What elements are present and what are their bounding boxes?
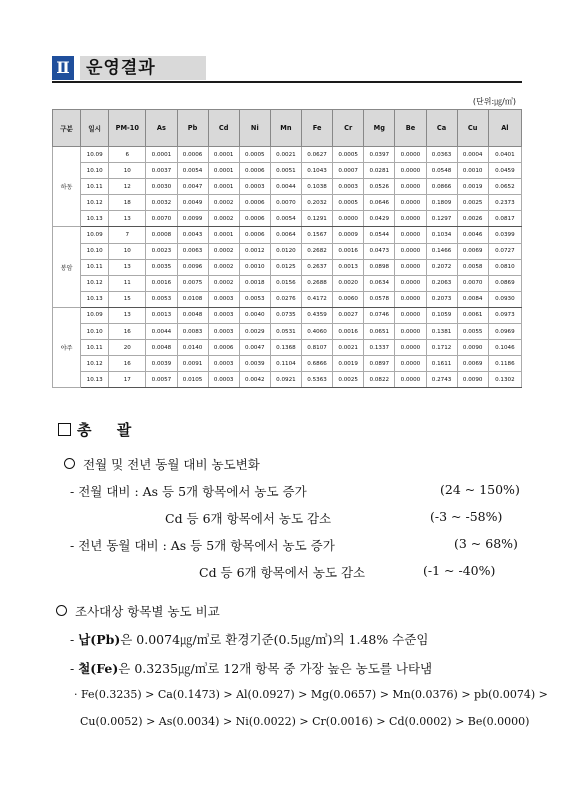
summary-range-2: (-3 ~ -58%) [430,509,503,524]
table-cell: 0.2743 [426,372,457,388]
table-cell: 0.0048 [146,340,177,356]
table-cell: 0.0053 [239,291,270,307]
summary-rank-line-1: · Fe(0.3235) > Ca(0.1473) > Al(0.0927) > Mg(0.0657) > Mn(0.0376) > pb(0.0074) > [74,688,548,701]
table-cell: 0.0044 [270,179,301,195]
circle-bullet-icon [56,605,67,616]
table-cell: 0.0746 [364,307,395,323]
table-cell: 0.0043 [177,227,208,243]
table-cell: 0.2637 [302,259,333,275]
table-cell: 0.0005 [333,195,364,211]
table-cell: 0.0046 [457,227,488,243]
section-title: 운영결과 [80,56,206,80]
column-header: Ca [426,110,457,147]
table-cell: 13 [109,259,146,275]
table-cell: 0.0020 [333,275,364,291]
table-cell: 0.0973 [488,307,521,323]
table-cell: 0.1297 [426,211,457,227]
table-cell: 0.0026 [457,211,488,227]
table-cell: 0.0070 [146,211,177,227]
table-cell: 0.0057 [146,372,177,388]
table-row [53,291,522,307]
table-cell: 0.8107 [302,340,333,356]
table-cell: 0.0000 [395,163,426,179]
table-cell: 10 [109,163,146,179]
table-cell: 0.0646 [364,195,395,211]
summary-fe-line: - 철(Fe)은 0.3235㎍/㎥로 12개 항목 중 가장 높은 농도를 나타냄 [70,661,433,676]
summary-pb-line: - 납(Pb)은 0.0074㎍/㎥로 환경기준(0.5㎍/㎥)의 1.48% 수준임 [70,632,429,647]
table-cell: 0.0869 [488,275,521,291]
table-cell: 0.0544 [364,227,395,243]
table-cell: 0.5363 [302,372,333,388]
table-cell: 0.0000 [395,227,426,243]
table-cell: 0.0003 [208,356,239,372]
table-cell: 0.0006 [239,211,270,227]
table-cell: 0.0001 [208,227,239,243]
column-header: 구분 [53,110,81,147]
table-cell: 0.0921 [270,372,301,388]
table-cell: 0.6866 [302,356,333,372]
table-cell: 0.0013 [146,307,177,323]
table-cell: 0.1038 [302,179,333,195]
table-cell: 0.0140 [177,340,208,356]
table-cell: 10.13 [81,211,109,227]
table-cell: 0.0429 [364,211,395,227]
table-cell: 0.0054 [177,163,208,179]
table-cell: 0.0000 [395,211,426,227]
table-cell: 0.0531 [270,324,301,340]
table-cell: 0.0000 [395,259,426,275]
table-cell: 0.0000 [395,179,426,195]
unit-label: (단위:㎍/㎥) [472,97,516,106]
table-cell: 15 [109,291,146,307]
table-cell: 0.0000 [395,340,426,356]
table-cell: 0.0627 [302,147,333,163]
table-cell: 10.13 [81,372,109,388]
table-cell: 0.0002 [208,243,239,259]
table-cell: 0.0070 [270,195,301,211]
table-cell: 0.0016 [333,324,364,340]
table-cell: 0.0018 [239,275,270,291]
table-cell: 0.2373 [488,195,521,211]
table-cell: 0.0651 [364,324,395,340]
table-cell: 0.0156 [270,275,301,291]
table-cell: 0.0084 [457,291,488,307]
summary-item-1-title: 전월 및 전년 동월 대비 농도변화 [64,455,260,473]
table-cell: 0.1104 [270,356,301,372]
table-cell: 0.0040 [239,307,270,323]
table-cell: 0.0070 [457,275,488,291]
table-row [53,259,522,275]
table-cell: 0.4060 [302,324,333,340]
results-table [52,109,522,388]
table-cell: 0.0049 [177,195,208,211]
table-cell: 0.0069 [457,356,488,372]
table-cell: 0.0003 [239,179,270,195]
table-cell: 0.0003 [208,307,239,323]
table-cell: 10 [109,243,146,259]
table-cell: 0.1337 [364,340,395,356]
table-cell: 0.0105 [177,372,208,388]
table-cell: 0.0039 [239,356,270,372]
table-cell: 0.0008 [146,227,177,243]
table-cell: 0.0000 [395,243,426,259]
table-cell: 17 [109,372,146,388]
table-cell: 11 [109,275,146,291]
table-cell: 0.0042 [239,372,270,388]
table-header-row [53,110,522,147]
table-cell: 0.0010 [239,259,270,275]
table-cell: 0.0898 [364,259,395,275]
table-cell: 0.0064 [270,227,301,243]
table-cell: 0.0001 [208,179,239,195]
table-cell: 0.0006 [177,147,208,163]
table-cell: 0.0003 [208,372,239,388]
table-cell: 0.0090 [457,340,488,356]
section-header [52,56,522,82]
table-cell: 0.0002 [208,211,239,227]
table-cell: 0.0021 [270,147,301,163]
table-row [53,340,522,356]
table-row [53,179,522,195]
table-cell: 0.0027 [333,307,364,323]
table-cell: 0.0652 [488,179,521,195]
table-cell: 0.0025 [457,195,488,211]
table-cell: 16 [109,356,146,372]
table-cell: 10.13 [81,291,109,307]
table-cell: 0.0000 [395,324,426,340]
table-cell: 0.0012 [239,243,270,259]
table-row [53,163,522,179]
table-cell: 0.0001 [208,147,239,163]
table-cell: 0.1381 [426,324,457,340]
summary-line-1: - 전월 대비 : As 등 5개 항목에서 농도 증가 [70,484,307,499]
summary-line-4: Cd 등 6개 항목에서 농도 감소 [199,565,366,580]
checkbox-square-icon [58,423,71,436]
table-cell: 0.0548 [426,163,457,179]
table-cell: 0.0006 [239,163,270,179]
section-number: Ⅱ [52,56,74,80]
table-cell: 0.0037 [146,163,177,179]
table-row [53,372,522,388]
table-cell: 10.09 [81,147,109,163]
summary-rank-line-2: Cu(0.0052) > As(0.0034) > Ni(0.0022) > Cr(0.0016) > Cd(0.0002) > Be(0.0000) [80,715,530,728]
column-header: Cr [333,110,364,147]
site-cell: 하동 [53,147,81,227]
table-cell: 0.4172 [302,291,333,307]
table-cell: 0.1809 [426,195,457,211]
site-cell: 야주 [53,307,81,387]
table-cell: 0.0032 [146,195,177,211]
summary-line-2: Cd 등 6개 항목에서 농도 감소 [165,511,332,526]
table-cell: 0.0006 [208,340,239,356]
table-cell: 10.10 [81,163,109,179]
table-cell: 0.0002 [208,275,239,291]
table-cell: 0.0047 [177,179,208,195]
table-cell: 0.1611 [426,356,457,372]
table-cell: 0.0003 [208,324,239,340]
table-cell: 0.0003 [208,291,239,307]
table-cell: 0.0047 [239,340,270,356]
table-cell: 0.1059 [426,307,457,323]
column-header: Be [395,110,426,147]
column-header: Cu [457,110,488,147]
table-cell: 0.0019 [333,356,364,372]
table-cell: 0.0000 [395,307,426,323]
table-cell: 0.2032 [302,195,333,211]
table-cell: 0.0810 [488,259,521,275]
table-cell: 0.0866 [426,179,457,195]
table-cell: 0.0030 [146,179,177,195]
table-cell: 10.10 [81,324,109,340]
table-cell: 0.0016 [333,243,364,259]
table-cell: 10.11 [81,259,109,275]
table-cell: 0.0006 [239,195,270,211]
table-cell: 0.1712 [426,340,457,356]
table-cell: 0.0090 [457,372,488,388]
table-row [53,243,522,259]
summary-item-2-title: 조사대상 항목별 농도 비교 [56,602,220,620]
table-cell: 0.0397 [364,147,395,163]
table-row [53,195,522,211]
table-cell: 0.0120 [270,243,301,259]
table-cell: 0.0019 [457,179,488,195]
table-cell: 0.0001 [146,147,177,163]
table-cell: 0.0000 [395,275,426,291]
table-cell: 0.0004 [457,147,488,163]
table-cell: 0.1302 [488,372,521,388]
table-cell: 10.09 [81,307,109,323]
table-cell: 0.0096 [177,259,208,275]
table-cell: 10.12 [81,275,109,291]
table-cell: 0.0276 [270,291,301,307]
table-cell: 0.0099 [177,211,208,227]
summary-line-3: - 전년 동월 대비 : As 등 5개 항목에서 농도 증가 [70,538,335,553]
table-row [53,324,522,340]
table-cell: 0.0001 [208,163,239,179]
table-cell: 0.1046 [488,340,521,356]
table-cell: 0.2682 [302,243,333,259]
table-cell: 0.0003 [333,179,364,195]
table-cell: 13 [109,307,146,323]
column-header: 일시 [81,110,109,147]
column-header: Cd [208,110,239,147]
table-cell: 0.0401 [488,147,521,163]
table-cell: 10.10 [81,243,109,259]
table-cell: 0.2063 [426,275,457,291]
table-cell: 0.0459 [488,163,521,179]
table-cell: 0.0005 [333,147,364,163]
summary-range-3: (3 ~ 68%) [454,536,518,551]
table-cell: 0.1043 [302,163,333,179]
table-cell: 0.0399 [488,227,521,243]
table-cell: 7 [109,227,146,243]
table-cell: 0.0053 [146,291,177,307]
table-cell: 12 [109,179,146,195]
table-cell: 0.0069 [457,243,488,259]
table-cell: 0.2072 [426,259,457,275]
table-cell: 0.0025 [333,372,364,388]
table-row [53,227,522,243]
table-cell: 0.0000 [395,291,426,307]
table-cell: 0.0000 [395,356,426,372]
circle-bullet-icon [64,458,75,469]
table-cell: 0.0013 [333,259,364,275]
table-cell: 0.0897 [364,356,395,372]
table-cell: 0.0075 [177,275,208,291]
table-cell: 0.0016 [146,275,177,291]
table-cell: 0.0058 [457,259,488,275]
table-row [53,307,522,323]
table-cell: 18 [109,195,146,211]
column-header: Al [488,110,521,147]
table-cell: 0.0822 [364,372,395,388]
site-cell: 봉암 [53,227,81,307]
table-cell: 0.0060 [333,291,364,307]
table-cell: 0.0007 [333,163,364,179]
table-cell: 0.0930 [488,291,521,307]
table-cell: 20 [109,340,146,356]
table-cell: 0.0029 [239,324,270,340]
table-cell: 0.0039 [146,356,177,372]
table-cell: 0.0048 [177,307,208,323]
column-header: Fe [302,110,333,147]
table-cell: 0.0054 [270,211,301,227]
table-cell: 0.1186 [488,356,521,372]
table-cell: 0.0035 [146,259,177,275]
table-cell: 0.0021 [333,340,364,356]
column-header: PM-10 [109,110,146,147]
table-cell: 0.0473 [364,243,395,259]
table-cell: 0.0000 [395,372,426,388]
table-cell: 0.0125 [270,259,301,275]
table-cell: 0.0009 [333,227,364,243]
summary-range-1: (24 ~ 150%) [440,482,520,497]
table-cell: 0.1034 [426,227,457,243]
table-cell: 0.0002 [208,195,239,211]
table-cell: 10.12 [81,195,109,211]
table-cell: 0.0010 [457,163,488,179]
table-cell: 10.09 [81,227,109,243]
table-cell: 0.0083 [177,324,208,340]
table-cell: 0.0578 [364,291,395,307]
table-cell: 0.0969 [488,324,521,340]
table-cell: 0.0044 [146,324,177,340]
table-cell: 0.0061 [457,307,488,323]
summary-range-4: (-1 ~ -40%) [423,563,496,578]
table-row [53,275,522,291]
table-cell: 0.1291 [302,211,333,227]
table-cell: 16 [109,324,146,340]
table-cell: 10.11 [81,340,109,356]
table-cell: 0.0817 [488,211,521,227]
table-cell: 6 [109,147,146,163]
table-cell: 0.0735 [270,307,301,323]
table-row [53,211,522,227]
table-cell: 10.11 [81,179,109,195]
table-cell: 0.0727 [488,243,521,259]
table-cell: 0.0023 [146,243,177,259]
column-header: As [146,110,177,147]
table-cell: 0.1466 [426,243,457,259]
column-header: Mn [270,110,301,147]
table-cell: 0.0000 [395,195,426,211]
table-cell: 10.12 [81,356,109,372]
table-cell: 0.0051 [270,163,301,179]
table-cell: 0.4359 [302,307,333,323]
table-row [53,356,522,372]
table-cell: 0.1567 [302,227,333,243]
table-cell: 0.0091 [177,356,208,372]
table-cell: 0.0005 [239,147,270,163]
table-cell: 0.0000 [333,211,364,227]
summary-heading: 총 괄 [58,419,141,440]
column-header: Pb [177,110,208,147]
table-cell: 0.0108 [177,291,208,307]
table-cell: 0.2688 [302,275,333,291]
table-cell: 0.0363 [426,147,457,163]
table-cell: 0.2073 [426,291,457,307]
table-cell: 0.0526 [364,179,395,195]
section-divider [52,81,522,83]
table-row [53,147,522,163]
table-cell: 0.0634 [364,275,395,291]
column-header: Mg [364,110,395,147]
table-cell: 0.0281 [364,163,395,179]
table-cell: 0.1368 [270,340,301,356]
table-cell: 0.0063 [177,243,208,259]
column-header: Ni [239,110,270,147]
table-cell: 0.0000 [395,147,426,163]
table-cell: 0.0006 [239,227,270,243]
table-cell: 0.0002 [208,259,239,275]
table-cell: 13 [109,211,146,227]
table-cell: 0.0055 [457,324,488,340]
